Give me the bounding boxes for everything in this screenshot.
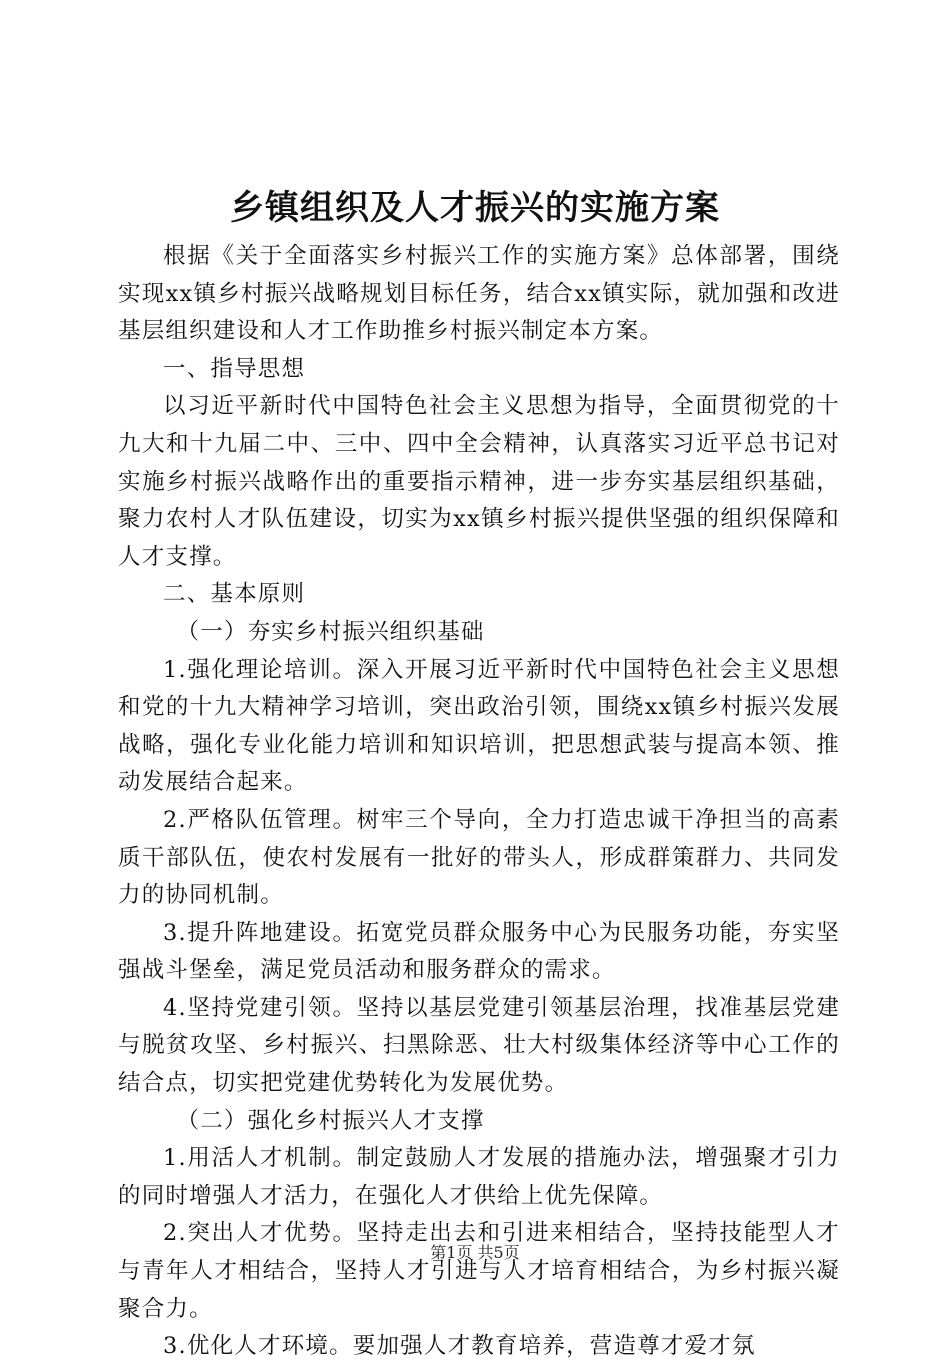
subsection-heading-organization: （一）夯实乡村振兴组织基础 (176, 618, 485, 645)
document-title: 乡镇组织及人才振兴的实施方案 (230, 188, 720, 228)
guiding-thought-paragraph: 以习近平新时代中国特色社会主义思想为指导，全面贯彻党的十九大和十九届二中、三中、四中全会精神，认真落实习近平总书记对实施乡村振兴战略作出的重要指示精神，进一步夯实基层组织基础，聚力农村人才队伍建设，切实为xx镇乡村振兴提供坚强的组织保障和人才支撑。 (118, 393, 840, 570)
list-item-position-building: 3.提升阵地建设。拓宽党员群众服务中心为民服务功能，夯实坚强战斗堡垒，满足党员活动和服务群众的需求。 (118, 919, 840, 984)
section-heading-guiding-thought: 一、指导思想 (163, 355, 306, 382)
intro-paragraph: 根据《关于全面落实乡村振兴工作的实施方案》总体部署，围绕实现xx镇乡村振兴战略规划目标任务，结合xx镇实际，就加强和改进基层组织建设和人才工作助推乡村振兴制定本方案。 (118, 243, 840, 345)
list-item-party-leadership: 4.坚持党建引领。坚持以基层党建引领基层治理，找准基层党建与脱贫攻坚、乡村振兴、扫黑除恶、壮大村级集体经济等中心工作的结合点，切实把党建优势转化为发展优势。 (118, 994, 840, 1097)
list-item-team-management: 2.严格队伍管理。树牢三个导向，全力打造忠诚干净担当的高素质干部队伍，使农村发展有一批好的带头人，形成群策群力、共同发力的协同机制。 (118, 806, 840, 909)
list-item-talent-mechanism: 1.用活人才机制。制定鼓励人才发展的措施办法，增强聚才引力的同时增强人才活力，在强化人才供给上优先保障。 (118, 1145, 840, 1209)
list-item-talent-environment: 3.优化人才环境。要加强人才教育培养，营造尊才爱才氛 (163, 1333, 756, 1360)
list-item-theory-training: 1.强化理论培训。深入开展习近平新时代中国特色社会主义思想和党的十九大精神学习培训，突出政治引领，围绕xx镇乡村振兴发展战略，强化专业化能力培训和知识培训，把思想武装与提高本领、推动发展结合起来。 (118, 656, 840, 796)
page-footer: 第1页 共5页 (430, 1243, 520, 1262)
subsection-heading-talent: （二）强化乡村振兴人才支撑 (176, 1107, 485, 1134)
section-heading-basic-principles: 二、基本原则 (163, 581, 306, 608)
document-body (118, 238, 840, 1366)
list-item-talent-advantage: 2.突出人才优势。坚持走出去和引进来相结合，坚持技能型人才与青年人才相结合，坚持人才引进与人才培育相结合，为乡村振兴凝聚合力。 (118, 1220, 840, 1322)
